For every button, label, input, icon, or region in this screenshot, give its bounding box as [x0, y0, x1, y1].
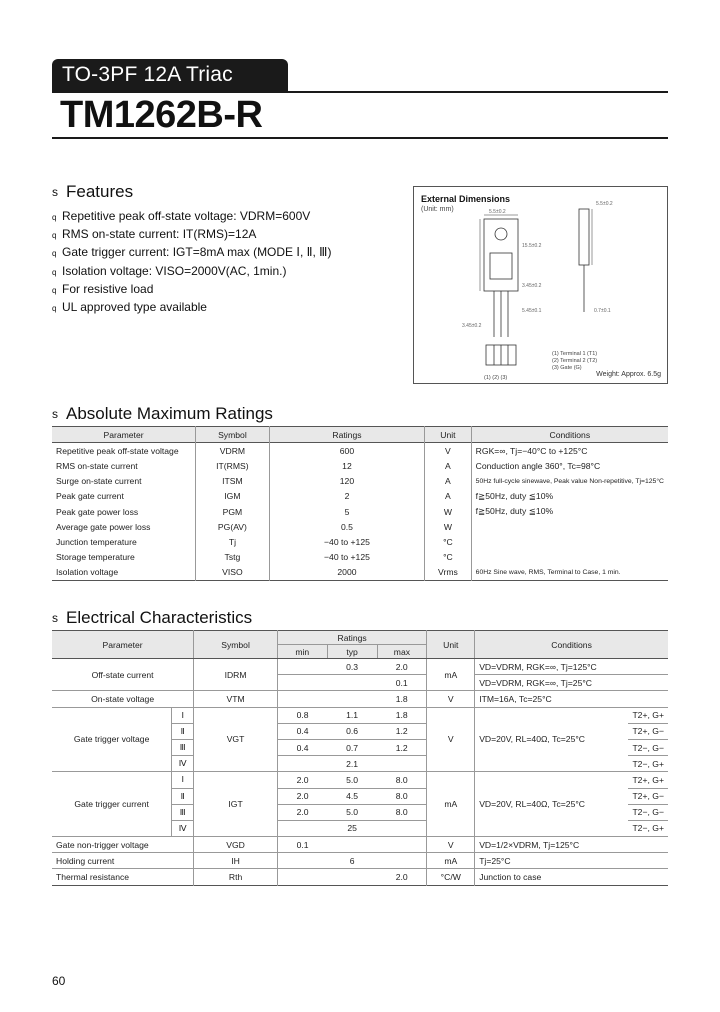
- table-row: [52, 489, 668, 504]
- typ-cell: 2.1: [327, 756, 377, 772]
- package-subtitle: TO-3PF 12A Triac: [62, 63, 233, 86]
- features-list: [52, 207, 402, 316]
- param-cell: Average gate power loss: [56, 521, 151, 532]
- table-row: [52, 837, 668, 853]
- table-row: [52, 869, 668, 885]
- svg-text:15.5±0.2: 15.5±0.2: [522, 243, 542, 249]
- typ-cell: 4.5: [327, 788, 377, 804]
- svg-text:5.5±0.2: 5.5±0.2: [596, 201, 613, 207]
- table-header-row: Parameter Symbol Ratings Unit Conditions: [52, 427, 668, 443]
- elec-title: Electrical Characteristics: [66, 608, 253, 627]
- unit-cell: Vrms: [425, 565, 472, 581]
- svg-text:0.7±0.1: 0.7±0.1: [594, 308, 611, 314]
- table-row: [52, 772, 668, 788]
- symbol-cell: VDRM: [196, 443, 270, 459]
- abs-max-heading: s Absolute Maximum Ratings: [52, 404, 273, 423]
- unit-cell: °C/W: [427, 869, 475, 885]
- min-cell: 0.8: [277, 707, 327, 723]
- rating-cell: −40 to +125: [269, 550, 424, 565]
- rating-cell: 600: [269, 443, 424, 459]
- table-row: [52, 534, 668, 549]
- rating-cell: 2000: [269, 565, 424, 581]
- dimensions-unit: (Unit: mm): [421, 206, 454, 213]
- polarity-cell: T2+, G−: [628, 788, 668, 804]
- max-cell: 1.2: [377, 739, 427, 755]
- symbol-cell: IGT: [194, 772, 278, 837]
- max-cell: 1.8: [377, 707, 427, 723]
- table-row: [52, 474, 668, 489]
- mode-cell: Ⅳ: [172, 756, 194, 772]
- min-cell: 0.4: [277, 739, 327, 755]
- unit-cell: W: [425, 519, 472, 534]
- feature-item: q For resistive load: [52, 281, 154, 296]
- table-row: [52, 853, 668, 869]
- condition-cell: [471, 534, 668, 549]
- min-cell: 0.4: [277, 723, 327, 739]
- features-heading: [52, 182, 133, 202]
- abs-max-table: [52, 426, 668, 581]
- table-row: 0.1 VD=VDRM, RGK=∞, Tj=25°C: [52, 675, 668, 691]
- typ-cell: 25: [327, 820, 377, 836]
- condition-cell: VD=20V, RL=40Ω, Tc=25°C: [475, 772, 629, 837]
- mode-cell: Ⅱ: [172, 788, 194, 804]
- mode-cell: Ⅰ: [172, 707, 194, 723]
- param-cell: Gate non-trigger voltage: [56, 839, 149, 850]
- mode-cell: Ⅲ: [172, 739, 194, 755]
- condition-cell: Junction to case: [475, 869, 668, 885]
- typ-cell: 0.7: [327, 739, 377, 755]
- pin-label: (2) Terminal 2 (T2): [552, 358, 598, 364]
- condition-cell: 50Hz full-cycle sinewave, Peak value Non-repetitive, Tj=125°C: [471, 474, 668, 489]
- polarity-cell: T2−, G+: [628, 756, 668, 772]
- header-underline: [52, 137, 668, 139]
- mode-cell: Ⅳ: [172, 820, 194, 836]
- polarity-cell: T2+, G−: [628, 723, 668, 739]
- min-cell: 2.0: [277, 804, 327, 820]
- header-divider: [52, 91, 668, 93]
- max-cell: [377, 853, 427, 869]
- header-bar: [52, 59, 288, 91]
- polarity-cell: T2+, G+: [628, 707, 668, 723]
- elec-table: Parameter Symbol Ratings Unit Conditions min typ max Off-state current IDRM 0.3 2.0 mA VD=VDRM, RGK=∞, Tj=125°C 0.1 VD=VDRM, RGK=∞, Tj=25°C On-state voltage VTM 1.8 V ITM=16A, Tc=25°C Gate trigger voltage Ⅰ VGT 0.8 1.1 1.8 V VD=20V, RL=40Ω, Tc=25°C T2+, G+ Ⅱ 0.4 0.6 1.2 T2+, G− Ⅲ 0.4 0.7 1.2 T2−, G− Ⅳ 2.1 T2−, G+ Gate trigger current Ⅰ IGT 2.0 5.0 8.0 mA VD=20V, RL=40Ω, Tc=25°C T2+, G+ Ⅱ 2.0 4.5 8.0 T2+, G− Ⅲ 2.0 5.0 8.0 T2−, G− Ⅳ 25 T2−, G+ Gate non-trigger voltage VGD 0.1 V VD=1/2×VDRM, Tj=125°C Holding current IH 6 mA Tj=25°C Thermal resistance Rth 2.0 °C/W Junction to case: [52, 630, 668, 886]
- table-row: [52, 707, 668, 723]
- condition-cell: f≧50Hz, duty ≦10%: [471, 504, 668, 519]
- package-outline-drawing: [414, 187, 667, 383]
- param-cell: Junction temperature: [56, 536, 137, 547]
- param-cell: Gate trigger current: [52, 772, 172, 837]
- typ-cell: 5.0: [327, 804, 377, 820]
- condition-cell: Conduction angle 360°, Tc=98°C: [471, 458, 668, 473]
- unit-cell: V: [425, 443, 472, 459]
- page-number: 60: [52, 974, 66, 988]
- section-bullet: s: [52, 185, 58, 199]
- table-row: [52, 504, 668, 519]
- typ-cell: 0.6: [327, 723, 377, 739]
- dimensions-weight: Weight: Approx. 6.5g: [596, 371, 661, 378]
- condition-cell: f≧50Hz, duty ≦10%: [471, 489, 668, 504]
- polarity-cell: T2−, G−: [628, 804, 668, 820]
- unit-cell: A: [425, 489, 472, 504]
- features-title: Features: [66, 182, 134, 201]
- svg-text:5.45±0.1: 5.45±0.1: [522, 308, 542, 314]
- min-cell: 0.1: [277, 837, 327, 853]
- max-cell: [377, 756, 427, 772]
- table-row: On-state voltage VTM 1.8 V ITM=16A, Tc=25°C: [52, 691, 668, 707]
- condition-cell: [471, 550, 668, 565]
- table-row: [52, 565, 668, 581]
- feature-item: q UL approved type available: [52, 299, 207, 314]
- external-dimensions-box: [413, 186, 668, 384]
- pin-numbers: (1) (2) (3): [484, 375, 508, 381]
- param-cell: Peak gate current: [56, 491, 124, 502]
- table-row: [52, 458, 668, 473]
- part-number: TM1262B-R: [60, 94, 263, 136]
- typ-cell: 6: [349, 855, 355, 866]
- max-cell: 8.0: [377, 788, 427, 804]
- param-cell: RMS on-state current: [56, 460, 138, 471]
- pin-label: (3) Gate (G): [552, 365, 582, 371]
- svg-text:5.5±0.2: 5.5±0.2: [489, 209, 506, 215]
- dimensions-title: External Dimensions: [421, 194, 511, 204]
- max-cell: 8.0: [377, 804, 427, 820]
- feature-item: q Repetitive peak off-state voltage: VDRM=600V: [52, 209, 311, 223]
- rating-cell: 120: [269, 474, 424, 489]
- symbol-cell: IT(RMS): [196, 458, 270, 473]
- abs-max-title: Absolute Maximum Ratings: [66, 404, 273, 423]
- min-cell: [277, 756, 327, 772]
- unit-cell: W: [425, 504, 472, 519]
- min-cell: [277, 869, 327, 885]
- symbol-cell: IH: [194, 853, 278, 869]
- max-cell: 1.2: [377, 723, 427, 739]
- symbol-cell: VGT: [194, 707, 278, 772]
- typ-cell: [327, 869, 377, 885]
- max-cell: 8.0: [377, 772, 427, 788]
- condition-cell: VD=1/2×VDRM, Tj=125°C: [475, 837, 668, 853]
- unit-cell: V: [427, 707, 475, 772]
- symbol-cell: ITSM: [196, 474, 270, 489]
- symbol-cell: Tstg: [196, 550, 270, 565]
- polarity-cell: T2−, G+: [628, 820, 668, 836]
- unit-cell: mA: [427, 772, 475, 837]
- param-cell: Gate trigger voltage: [52, 707, 172, 772]
- mode-cell: Ⅱ: [172, 723, 194, 739]
- polarity-cell: T2+, G+: [628, 772, 668, 788]
- symbol-cell: PG(AV): [196, 519, 270, 534]
- condition-cell: 60Hz Sine wave, RMS, Terminal to Case, 1 min.: [471, 565, 668, 581]
- table-row: [52, 519, 668, 534]
- param-cell: Surge on-state current: [56, 476, 142, 487]
- typ-cell: [327, 837, 377, 853]
- elec-heading: s Electrical Characteristics: [52, 608, 253, 627]
- condition-cell: [471, 519, 668, 534]
- symbol-cell: Rth: [194, 869, 278, 885]
- unit-cell: A: [425, 474, 472, 489]
- min-cell: 2.0: [277, 772, 327, 788]
- unit-cell: °C: [425, 534, 472, 549]
- condition-cell: RGK=∞, Tj=−40°C to +125°C: [471, 443, 668, 459]
- typ-cell: 1.1: [327, 707, 377, 723]
- mode-cell: Ⅲ: [172, 804, 194, 820]
- rating-cell: 12: [269, 458, 424, 473]
- min-cell: [277, 820, 327, 836]
- pin-label: (1) Terminal 1 (T1): [552, 351, 598, 357]
- svg-text:3.45±0.2: 3.45±0.2: [462, 323, 482, 329]
- feature-item: q RMS on-state current: IT(RMS)=12A: [52, 227, 257, 242]
- unit-cell: mA: [427, 853, 475, 869]
- mode-cell: Ⅰ: [172, 772, 194, 788]
- rating-cell: 5: [269, 504, 424, 519]
- typ-cell: 5.0: [327, 772, 377, 788]
- param-cell: Storage temperature: [56, 552, 135, 563]
- table-row: Off-state current IDRM 0.3 2.0 mA VD=VDRM, RGK=∞, Tj=125°C: [52, 659, 668, 675]
- rating-cell: 2: [269, 489, 424, 504]
- polarity-cell: T2−, G−: [628, 739, 668, 755]
- svg-text:3.45±0.2: 3.45±0.2: [522, 283, 542, 289]
- feature-item: q Gate trigger current: IGT=8mA max (MODE Ⅰ, Ⅱ, Ⅲ): [52, 245, 332, 260]
- rating-cell: 0.5: [269, 519, 424, 534]
- unit-cell: °C: [425, 550, 472, 565]
- symbol-cell: VGD: [194, 837, 278, 853]
- unit-cell: V: [427, 837, 475, 853]
- symbol-cell: Tj: [196, 534, 270, 549]
- param-cell: Repetitive peak off-state voltage: [56, 445, 179, 456]
- max-cell: [377, 837, 427, 853]
- symbol-cell: VISO: [196, 565, 270, 581]
- feature-item: q Isolation voltage: VISO=2000V(AC, 1min.): [52, 263, 287, 278]
- unit-cell: A: [425, 458, 472, 473]
- param-cell: Thermal resistance: [56, 872, 130, 883]
- condition-cell: Tj=25°C: [475, 853, 668, 869]
- param-cell: Peak gate power loss: [56, 506, 139, 517]
- symbol-cell: IGM: [196, 489, 270, 504]
- min-cell: 2.0: [277, 788, 327, 804]
- condition-cell: VD=20V, RL=40Ω, Tc=25°C: [475, 707, 629, 772]
- max-cell: [377, 820, 427, 836]
- param-cell: Holding current: [56, 855, 115, 866]
- rating-cell: −40 to +125: [269, 534, 424, 549]
- max-cell: 2.0: [395, 872, 408, 883]
- min-cell: [277, 853, 327, 869]
- param-cell: Isolation voltage: [56, 567, 119, 578]
- symbol-cell: PGM: [196, 504, 270, 519]
- table-row: [52, 443, 668, 459]
- table-row: [52, 550, 668, 565]
